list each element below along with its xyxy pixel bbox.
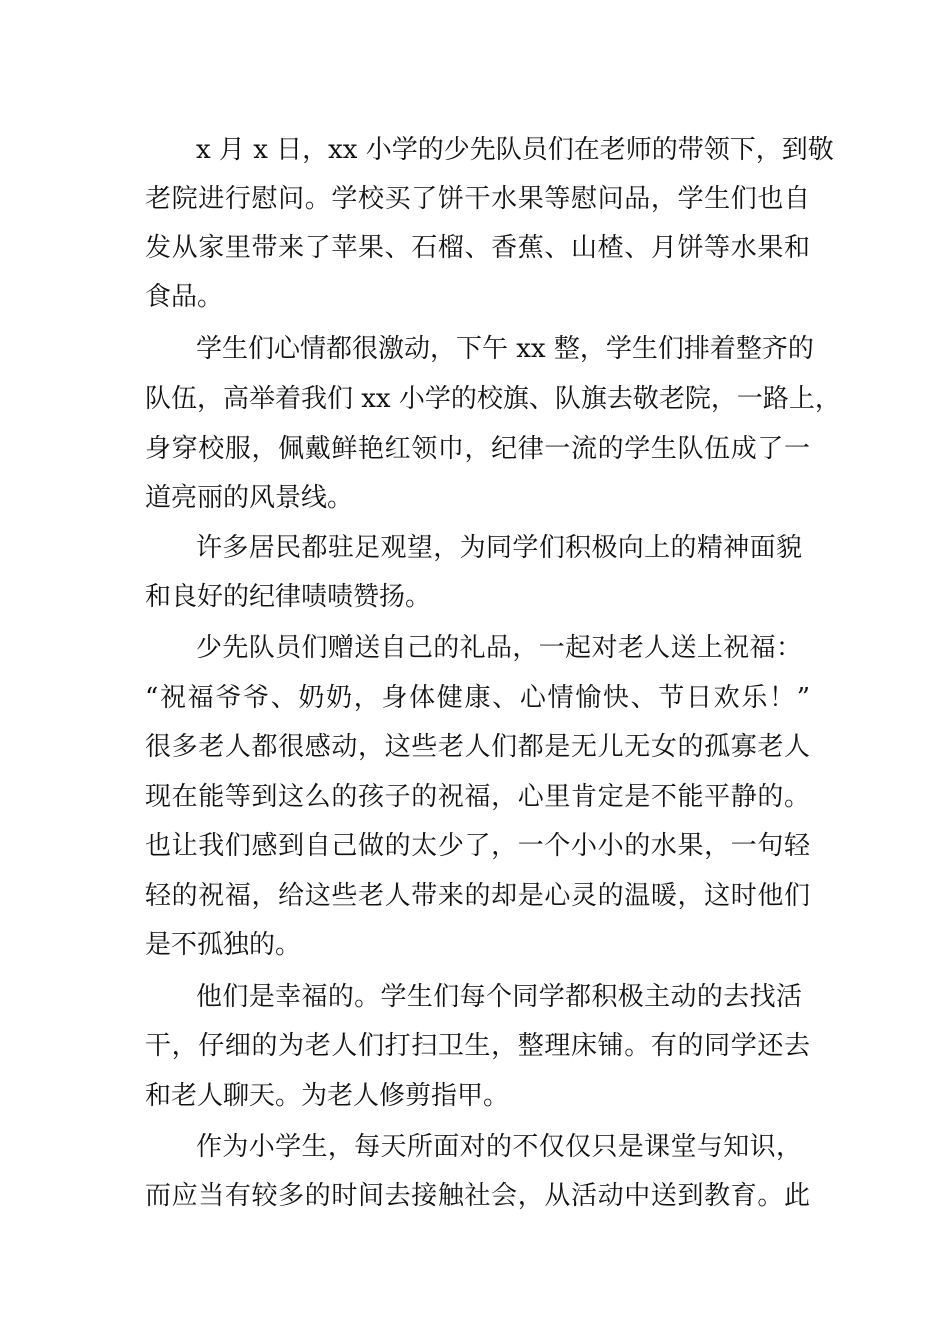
paragraph-2-line-4: 道亮丽的风景线。 bbox=[145, 483, 354, 513]
paragraph-1-line-1: x 月 x 日，xx 小学的少先队员们在老师的带领下，到敬 bbox=[196, 135, 834, 165]
paragraph-4-line-7: 是不孤独的。 bbox=[145, 930, 302, 960]
paragraph-4-line-2: “祝福爷爷、奶奶，身体健康、心情愉快、节日欢乐！” bbox=[145, 683, 810, 713]
paragraph-2-line-1: 学生们心情都很激动，下午 xx 整，学生们排着整齐的 bbox=[196, 334, 814, 364]
paragraph-5-line-2: 干，仔细的为老人们打扫卫生，整理床铺。有的同学还去 bbox=[145, 1031, 810, 1061]
paragraph-4-line-3: 很多老人都很感动，这些老人们都是无儿无女的孤寡老人 bbox=[145, 732, 810, 762]
paragraph-3-line-2: 和良好的纪律啧啧赞扬。 bbox=[145, 582, 432, 612]
paragraph-6-line-1: 作为小学生，每天所面对的不仅仅只是课堂与知识， bbox=[196, 1132, 802, 1162]
paragraph-3-line-1: 许多居民都驻足观望，为同学们积极向上的精神面貌 bbox=[196, 533, 802, 563]
paragraph-5-line-3: 和老人聊天。为老人修剪指甲。 bbox=[145, 1081, 510, 1111]
paragraph-1-line-4: 食品。 bbox=[145, 282, 224, 312]
paragraph-4-line-4: 现在能等到这么的孩子的祝福，心里肯定是不能平静的。 bbox=[145, 782, 810, 812]
paragraph-5-line-1: 他们是幸福的。学生们每个同学都积极主动的去找活 bbox=[196, 982, 802, 1012]
paragraph-4-line-1: 少先队员们赠送自己的礼品，一起对老人送上祝福： bbox=[196, 633, 802, 663]
paragraph-1-line-3: 发从家里带来了苹果、石榴、香蕉、山楂、月饼等水果和 bbox=[145, 233, 810, 263]
paragraph-4-line-5: 也让我们感到自己做的太少了，一个小小的水果，一句轻 bbox=[145, 831, 810, 861]
paragraph-6-line-2: 而应当有较多的时间去接触社会，从活动中送到教育。此 bbox=[145, 1181, 810, 1211]
paragraph-2-line-2: 队伍，高举着我们 xx 小学的校旗、队旗去敬老院，一路上， bbox=[145, 384, 841, 414]
paragraph-1-line-2: 老院进行慰问。学校买了饼干水果等慰问品，学生们也自 bbox=[145, 184, 810, 214]
paragraph-4-line-6: 轻的祝福，给这些老人带来的却是心灵的温暖，这时他们 bbox=[145, 881, 810, 911]
paragraph-2-line-3: 身穿校服，佩戴鲜艳红领巾，纪律一流的学生队伍成了一 bbox=[145, 434, 810, 464]
